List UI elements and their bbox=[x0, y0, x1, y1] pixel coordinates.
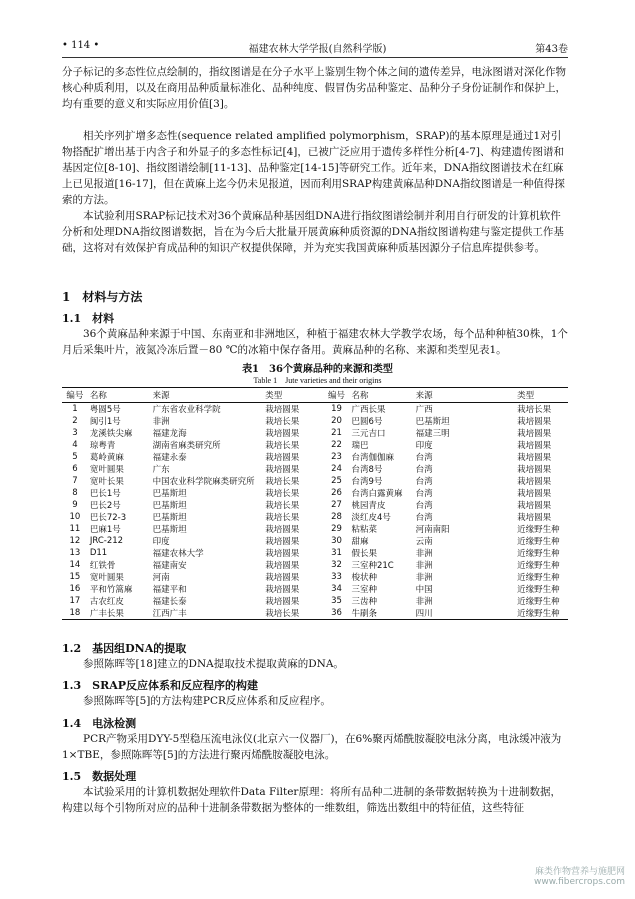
cell-type: 栽培圆果 bbox=[265, 561, 300, 571]
cell-name: 瑞巴 bbox=[351, 441, 369, 451]
cell-type: 栽培圆果 bbox=[265, 525, 300, 535]
section-title: 材料与方法 bbox=[82, 290, 143, 304]
cell-source: 河南 bbox=[152, 573, 170, 583]
cell-name: 台湾9号 bbox=[351, 477, 383, 487]
cell-source: 巴基斯坦 bbox=[152, 525, 187, 535]
cell-no: 6 bbox=[72, 464, 78, 474]
table-row bbox=[62, 583, 568, 595]
cell-type: 栽培圆果 bbox=[265, 465, 300, 475]
cell-no: 35 bbox=[331, 596, 342, 606]
cell-source: 福建平和 bbox=[152, 585, 187, 595]
cell-type: 近缘野生种 bbox=[515, 607, 568, 620]
cell-no: 1 bbox=[72, 404, 78, 414]
cell-source: 巴基斯坦 bbox=[152, 501, 187, 511]
cell-source: 巴基斯坦 bbox=[152, 513, 187, 523]
cell-source: 云南 bbox=[415, 537, 433, 547]
cell-source: 福建龙海 bbox=[152, 429, 187, 439]
volume-label: 第43卷 bbox=[535, 44, 568, 55]
subsection-number: 1.2 bbox=[62, 642, 82, 655]
cell-type: 栽培长果 bbox=[517, 405, 552, 415]
cell-source: 福建永泰 bbox=[152, 453, 187, 463]
subsection-heading-1-4 bbox=[62, 715, 136, 731]
cell-source: 福建长泰 bbox=[152, 597, 187, 607]
watermark-line-2: www.fibercrops.com bbox=[534, 877, 625, 887]
cell-no: 30 bbox=[331, 536, 342, 546]
cell-no: 8 bbox=[72, 488, 78, 498]
cell-source: 四川 bbox=[414, 607, 516, 620]
cell-source: 台湾 bbox=[415, 477, 433, 487]
cell-no: 26 bbox=[331, 488, 342, 498]
cell-type: 栽培长果 bbox=[265, 477, 300, 487]
cell-source: 印度 bbox=[152, 537, 170, 547]
cell-name: 巴圆6号 bbox=[351, 417, 383, 427]
cell-name: 平和竹篙麻 bbox=[89, 585, 133, 595]
cell-name: 三室种 bbox=[351, 585, 377, 595]
cell-type: 栽培圆果 bbox=[265, 453, 300, 463]
cell-no: 21 bbox=[331, 428, 342, 438]
cell-no: 31 bbox=[331, 548, 342, 558]
cell-type: 栽培圆果 bbox=[517, 453, 552, 463]
cell-type: 栽培圆果 bbox=[517, 477, 552, 487]
cell-no: 13 bbox=[69, 548, 81, 558]
cell-no: 28 bbox=[331, 512, 342, 522]
col-header-type-2: 类型 bbox=[515, 388, 568, 403]
cell-name: 红铁骨 bbox=[89, 561, 116, 571]
cell-source: 福建三明 bbox=[415, 429, 450, 439]
table-row bbox=[62, 427, 568, 439]
col-header-no: 编号 bbox=[62, 388, 88, 403]
subsection-number: 1.1 bbox=[62, 312, 82, 325]
cell-name: 三元吉口 bbox=[351, 429, 386, 439]
table-row bbox=[62, 595, 568, 607]
subsection-title: 电泳检测 bbox=[92, 717, 137, 730]
cell-source: 广西 bbox=[415, 405, 433, 415]
cell-source: 河南南阳 bbox=[415, 525, 450, 535]
cell-source: 广东省农业科学院 bbox=[152, 405, 221, 415]
table-row bbox=[62, 499, 568, 511]
cell-source: 非洲 bbox=[415, 573, 433, 583]
cell-type: 栽培长果 bbox=[263, 607, 314, 620]
cell-name: 古农红皮 bbox=[89, 597, 124, 607]
cell-no: 2 bbox=[72, 416, 78, 426]
cell-type: 栽培长果 bbox=[265, 501, 300, 511]
cell-source: 印度 bbox=[415, 441, 433, 451]
subsection-title: 数据处理 bbox=[92, 770, 137, 783]
cell-no: 16 bbox=[69, 584, 81, 594]
cell-no: 9 bbox=[72, 500, 78, 510]
cell-source: 广东 bbox=[152, 465, 170, 475]
cell-no: 4 bbox=[72, 440, 78, 450]
cell-type: 栽培圆果 bbox=[265, 537, 300, 547]
subsection-heading-1-2 bbox=[62, 640, 186, 656]
cell-no: 24 bbox=[331, 464, 342, 474]
cell-name: 葛岭黄麻 bbox=[89, 453, 124, 463]
subsection-number: 1.4 bbox=[62, 717, 82, 730]
cell-name: 桃园青皮 bbox=[351, 501, 386, 511]
paragraph-2: 相关序列扩增多态性(sequence related amplified polymorphism，SRAP)的基本原理是通过1对引物搭配扩增出基于内含子和外显子的多态性标记[4]，已被广泛应用于遗传多样性分析[4-7]、构建遗传图谱和基因定位[8-10]、指纹图谱绘制[11-13]、品种鉴定[14-15]等研究工作。近年来，DNA指纹图谱技术在红麻上已见报道[16-17]，但在黄麻上迄今仍未见报道，因而利用SRAP构建黄麻品种DNA指纹图谱是一种值得探索的方法。 bbox=[62, 130, 565, 206]
cell-name: 假长果 bbox=[351, 549, 377, 559]
cell-no: 23 bbox=[331, 452, 342, 462]
cell-type: 栽培圆果 bbox=[517, 417, 552, 427]
col-header-source-2: 来源 bbox=[414, 388, 516, 403]
cell-source: 中国农业科学院麻类研究所 bbox=[152, 477, 255, 487]
section-heading-1 bbox=[62, 288, 142, 305]
cell-name: 巴长1号 bbox=[89, 489, 121, 499]
table-row bbox=[62, 415, 568, 427]
cell-no: 19 bbox=[331, 404, 342, 414]
cell-type: 栽培长果 bbox=[265, 417, 300, 427]
cell-no: 3 bbox=[72, 428, 78, 438]
subsection-number: 1.3 bbox=[62, 679, 82, 692]
watermark-line-1: 麻类作物营养与施肥网 bbox=[534, 867, 625, 877]
cell-type: 栽培长果 bbox=[265, 441, 300, 451]
table-row bbox=[62, 475, 568, 487]
watermark bbox=[534, 864, 625, 887]
cell-type: 近缘野生种 bbox=[517, 573, 560, 583]
cell-source: 湖南省麻类研究所 bbox=[152, 441, 221, 451]
table-row bbox=[62, 559, 568, 571]
col-header-no-2: 编号 bbox=[324, 388, 350, 403]
cell-source: 台湾 bbox=[415, 489, 433, 499]
cell-no: 22 bbox=[331, 440, 342, 450]
table-row bbox=[62, 439, 568, 451]
table-caption-cn: 表1 36个黄麻品种的来源和类型 bbox=[242, 364, 393, 375]
subsection-heading-1-3 bbox=[62, 677, 258, 693]
cell-no: 18 bbox=[62, 607, 88, 620]
cell-type: 栽培圆果 bbox=[517, 489, 552, 499]
cell-type: 栽培圆果 bbox=[265, 585, 300, 595]
cell-source: 福建农林大学 bbox=[152, 549, 204, 559]
cell-no: 5 bbox=[72, 452, 78, 462]
cell-name: 三齿种 bbox=[351, 597, 377, 607]
cell-source: 福建南安 bbox=[152, 561, 187, 571]
cell-type: 栽培圆果 bbox=[517, 441, 552, 451]
cell-type: 栽培圆果 bbox=[517, 501, 552, 511]
table-row bbox=[62, 607, 568, 620]
table-row bbox=[62, 571, 568, 583]
cell-no: 10 bbox=[69, 512, 81, 522]
cell-name: 梭状种 bbox=[351, 573, 377, 583]
table-header-row bbox=[62, 388, 568, 403]
cell-type: 近缘野生种 bbox=[517, 585, 560, 595]
subsection-title: SRAP反应体系和反应程序的构建 bbox=[92, 679, 259, 692]
col-header-source: 来源 bbox=[151, 388, 264, 403]
jute-varieties-table bbox=[62, 387, 568, 620]
cell-name: 琼粤青 bbox=[89, 441, 116, 451]
cell-name: 巴长2号 bbox=[89, 501, 121, 511]
col-header-name: 名称 bbox=[88, 388, 151, 403]
table-row bbox=[62, 463, 568, 475]
cell-name: 台湾白露黄麻 bbox=[351, 489, 403, 499]
subsection-title: 基因组DNA的提取 bbox=[92, 642, 187, 655]
cell-name: 宽叶长果 bbox=[89, 477, 124, 487]
cell-type: 近缘野生种 bbox=[517, 549, 560, 559]
cell-name: 台湾伽伽麻 bbox=[351, 453, 394, 463]
cell-no: 36 bbox=[324, 607, 350, 620]
table-row bbox=[62, 403, 568, 416]
subsection-text-1-2: 参照陈晖等[18]建立的DNA提取技术提取黄麻的DNA。 bbox=[83, 658, 344, 670]
paragraph-3: 本试验利用SRAP标记技术对36个黄麻品种基因组DNA进行指纹图谱绘制并利用自行研发的计算机软件分析和处理DNA指纹图谱数据，旨在为今后大批量开展黄麻种质资源的DNA指纹图谱构建与鉴定提供工作基础，这将对有效保护育成品种的知识产权提供保障，并为充实我国黄麻种质基因源分子信息库提供参考。 bbox=[62, 210, 564, 254]
cell-source: 台湾 bbox=[415, 453, 433, 463]
cell-name: 广西长果 bbox=[351, 405, 386, 415]
cell-name: 淡红皮4号 bbox=[351, 513, 391, 523]
cell-no: 14 bbox=[69, 560, 81, 570]
subsection-heading-1-1 bbox=[62, 310, 114, 326]
cell-name: D11 bbox=[89, 548, 108, 558]
cell-no: 11 bbox=[69, 524, 81, 534]
header-rule bbox=[62, 57, 568, 58]
cell-source: 中国 bbox=[415, 585, 433, 595]
cell-type: 近缘野生种 bbox=[517, 537, 560, 547]
cell-source: 巴基斯坦 bbox=[152, 489, 187, 499]
cell-source: 台湾 bbox=[415, 465, 433, 475]
cell-type: 栽培圆果 bbox=[517, 513, 552, 523]
cell-no: 29 bbox=[331, 524, 342, 534]
subsection-text-1-4: PCR产物采用DYY-5型稳压流电泳仪(北京六一仪器厂)，在6%聚丙烯酰胺凝胶电泳分离，电泳缓冲液为1×TBE，参照陈晖等[5]的方法进行聚丙烯酰胺凝胶电泳。 bbox=[62, 733, 562, 761]
cell-name: JRC-212 bbox=[89, 536, 124, 546]
cell-no: 7 bbox=[72, 476, 78, 486]
cell-name: 巴长72-3 bbox=[89, 513, 127, 523]
subsection-text-1-1: 36个黄麻品种来源于中国、东南亚和非洲地区，种植于福建农林大学教学农场，每个品种种植30株，1个月后采集叶片，液氮冷冻后置－80 ℃的冰箱中保存备用。黄麻品种的名称、来源和类型见表1。 bbox=[62, 328, 568, 356]
cell-name: 牛刷条 bbox=[349, 607, 413, 620]
section-number: 1 bbox=[62, 290, 71, 304]
cell-type: 近缘野生种 bbox=[517, 597, 560, 607]
col-header-name-2: 名称 bbox=[349, 388, 413, 403]
table-row bbox=[62, 451, 568, 463]
cell-no: 20 bbox=[331, 416, 342, 426]
cell-no: 27 bbox=[331, 500, 342, 510]
cell-type: 栽培圆果 bbox=[517, 429, 552, 439]
col-header-type: 类型 bbox=[263, 388, 314, 403]
cell-source: 非洲 bbox=[415, 549, 433, 559]
cell-no: 15 bbox=[69, 572, 81, 582]
cell-type: 近缘野生种 bbox=[517, 525, 560, 535]
paragraph-1: 分子标记的多态性位点绘制的，指纹图谱是在分子水平上鉴别生物个体之间的遗传差异，电泳图谱对深化作物核心种质利用，以及在商用品种质量标准化、品种纯度、假冒伪劣品种鉴定、品种分子身份证制作和保护上，均有重要的意义和实际应用价值[3]。 bbox=[62, 66, 566, 110]
cell-source: 非洲 bbox=[415, 597, 433, 607]
cell-name: 粘粘菜 bbox=[351, 525, 377, 535]
cell-source: 台湾 bbox=[415, 513, 433, 523]
cell-no: 12 bbox=[69, 536, 81, 546]
table-row bbox=[62, 547, 568, 559]
cell-type: 栽培圆果 bbox=[265, 549, 300, 559]
cell-name: 甜麻 bbox=[351, 537, 369, 547]
subsection-title: 材料 bbox=[92, 312, 115, 325]
cell-name: 广丰长果 bbox=[88, 607, 151, 620]
journal-title: 福建农林大学学报(自然科学版) bbox=[248, 44, 387, 55]
cell-name: 闽引1号 bbox=[89, 417, 121, 427]
cell-name: 粤圆5号 bbox=[89, 405, 121, 415]
cell-name: 宽叶圆果 bbox=[89, 465, 124, 475]
table-row bbox=[62, 523, 568, 535]
subsection-heading-1-5 bbox=[62, 768, 136, 784]
subsection-text-1-5: 本试验采用的计算机数据处理软件Data Filter原理：将所有品种二进制的条带数据转换为十进制数据，构建以每个引物所对应的品种十进制条带数据为整体的一维数组，筛选出数组中的特征值，这些特征 bbox=[62, 786, 561, 814]
cell-type: 栽培圆果 bbox=[265, 429, 300, 439]
cell-type: 栽培圆果 bbox=[265, 405, 300, 415]
cell-type: 近缘野生种 bbox=[517, 561, 560, 571]
cell-source: 巴基斯坦 bbox=[415, 417, 450, 427]
cell-name: 龙溪铁尖麻 bbox=[89, 429, 133, 439]
cell-no: 32 bbox=[331, 560, 342, 570]
cell-type: 栽培圆果 bbox=[265, 597, 300, 607]
cell-name: 台湾8号 bbox=[351, 465, 383, 475]
cell-no: 34 bbox=[331, 584, 342, 594]
page-number: • 114 • bbox=[62, 40, 100, 51]
subsection-number: 1.5 bbox=[62, 770, 82, 783]
cell-source: 台湾 bbox=[415, 501, 433, 511]
table-row bbox=[62, 535, 568, 547]
cell-source: 非洲 bbox=[152, 417, 170, 427]
cell-type: 栽培圆果 bbox=[517, 465, 552, 475]
cell-name: 巴麻1号 bbox=[89, 525, 121, 535]
cell-source: 非洲 bbox=[415, 561, 433, 571]
table-caption-en: Table 1 Jute varieties and their origins bbox=[253, 376, 382, 385]
cell-type: 栽培长果 bbox=[265, 489, 300, 499]
subsection-text-1-3: 参照陈晖等[5]的方法构建PCR反应体系和反应程序。 bbox=[83, 695, 331, 707]
table-row bbox=[62, 487, 568, 499]
cell-name: 三室种21C bbox=[351, 561, 394, 571]
cell-source: 江西广丰 bbox=[151, 607, 264, 620]
cell-no: 33 bbox=[331, 572, 342, 582]
cell-type: 栽培圆果 bbox=[265, 573, 300, 583]
table-row bbox=[62, 511, 568, 523]
cell-no: 25 bbox=[331, 476, 342, 486]
cell-type: 栽培长果 bbox=[265, 513, 300, 523]
cell-no: 17 bbox=[69, 596, 81, 606]
cell-name: 宽叶圆果 bbox=[89, 573, 124, 583]
